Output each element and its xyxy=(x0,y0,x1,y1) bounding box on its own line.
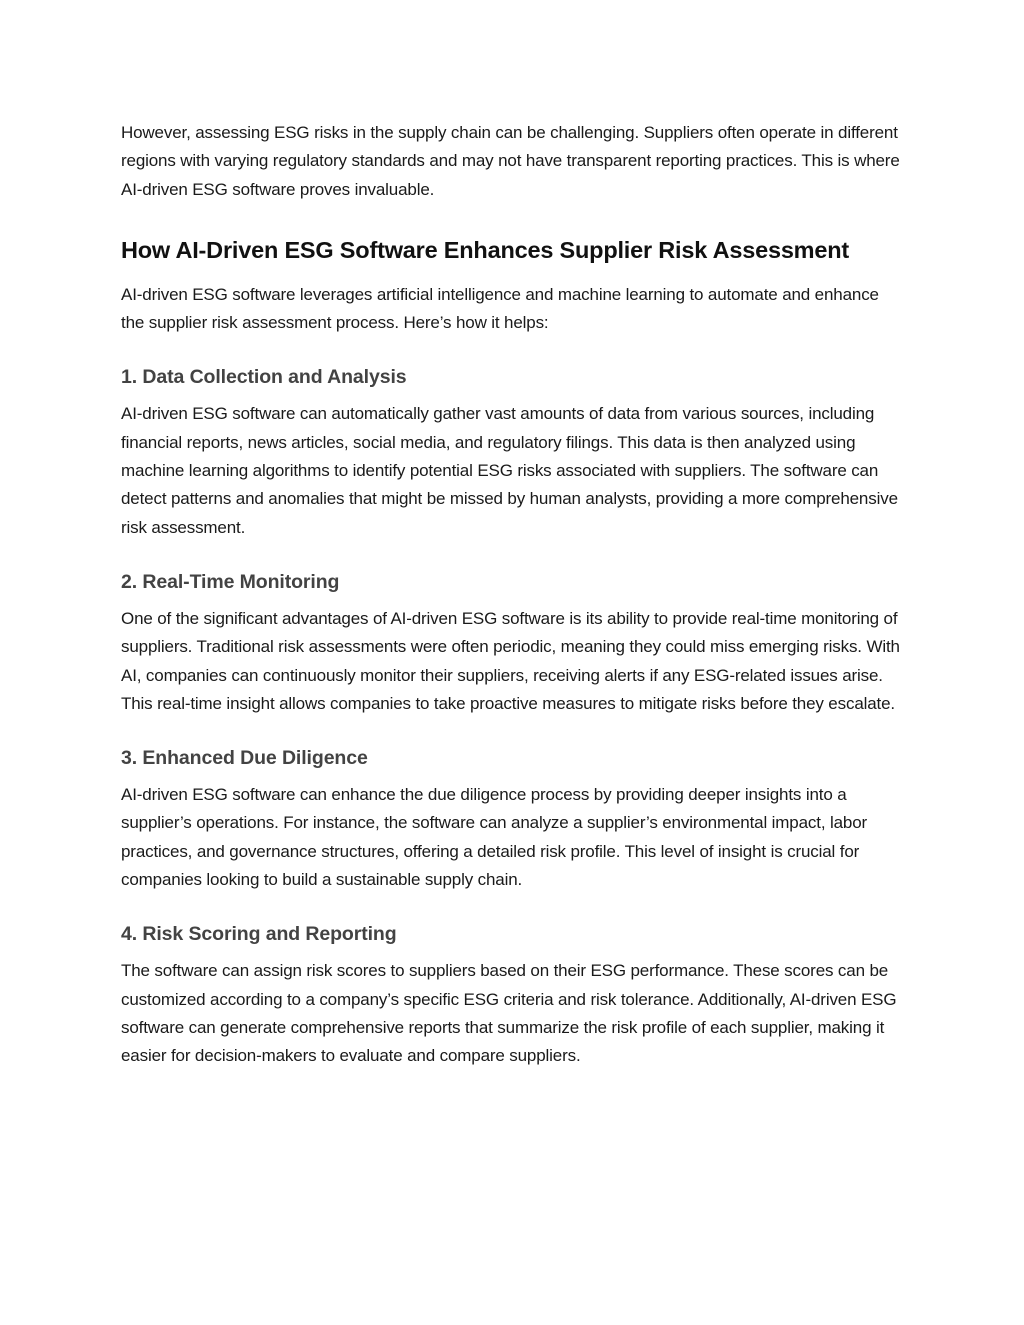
document-content xyxy=(121,119,906,1071)
item-heading-due-diligence: 3. Enhanced Due Diligence xyxy=(121,747,368,770)
item-heading-risk-scoring: 4. Risk Scoring and Reporting xyxy=(121,923,397,946)
item-heading-real-time-monitoring: 2. Real-Time Monitoring xyxy=(121,570,340,593)
item-body-real-time-monitoring: One of the significant advantages of AI-driven ESG software is its ability to provide real-time monitoring of suppliers. Traditional risk assessments were often periodic, meaning they could miss emerging risks. With AI, companies can continuously monitor their suppliers, receiving alerts if any ESG-related issues arise. This real-time insight allows companies to take proactive measures to mitigate risks before they escalate. xyxy=(121,608,900,713)
item-heading-data-collection: 1. Data Collection and Analysis xyxy=(121,366,407,389)
item-body-data-collection: AI-driven ESG software can automatically gather vast amounts of data from various sources, including financial reports, news articles, social media, and regulatory filings. This data is then analyzed using machine learning algorithms to identify potential ESG risks associated with suppliers. The software can detect patterns and anomalies that might be missed by human analysts, providing a more comprehensive risk assessment. xyxy=(121,404,898,537)
intro-paragraph: However, assessing ESG risks in the supply chain can be challenging. Suppliers often operate in different regions with varying regulatory standards and may not have transparent reporting practices. This is where AI-driven ESG software proves invaluable. xyxy=(121,123,900,199)
section-intro-paragraph: AI-driven ESG software leverages artificial intelligence and machine learning to automate and enhance the supplier risk assessment process. Here’s how it helps: xyxy=(121,284,879,333)
item-body-risk-scoring: The software can assign risk scores to suppliers based on their ESG performance. These scores can be customized according to a company’s specific ESG criteria and risk tolerance. Additionally, AI-driven ESG software can generate comprehensive reports that summarize the risk profile of each supplier, making it easier for decision-makers to evaluate and compare suppliers. xyxy=(121,961,897,1066)
item-body-due-diligence: AI-driven ESG software can enhance the due diligence process by providing deeper insights into a supplier’s operations. For instance, the software can analyze a supplier’s environmental impact, labor practices, and governance structures, offering a detailed risk profile. This level of insight is crucial for companies looking to build a sustainable supply chain. xyxy=(121,785,868,890)
section-heading: How AI-Driven ESG Software Enhances Supplier Risk Assessment xyxy=(121,236,850,263)
